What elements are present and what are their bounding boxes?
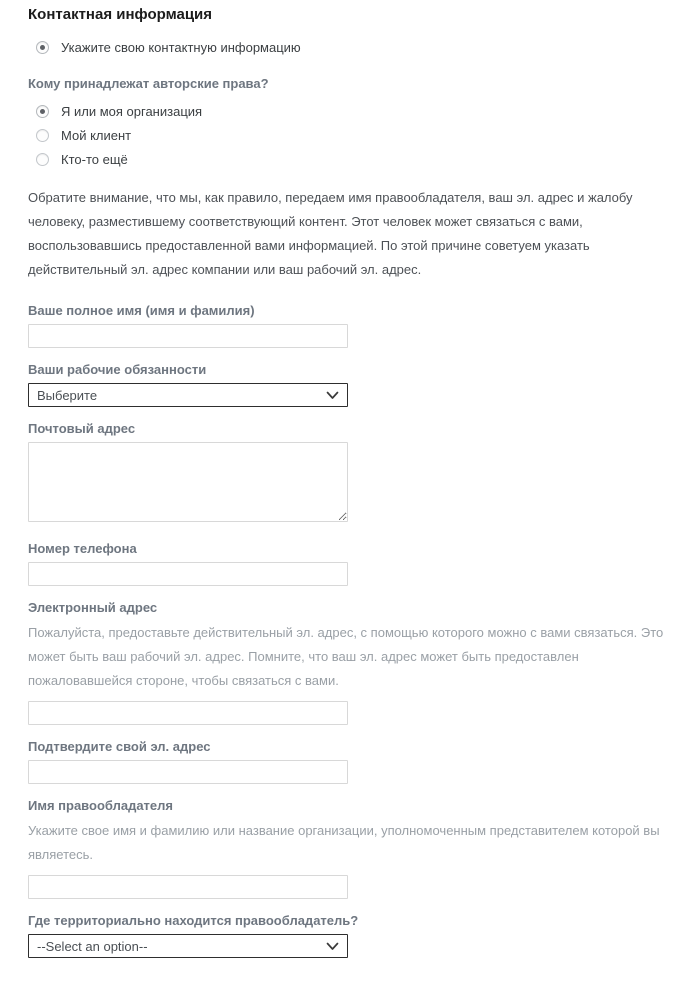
rights-holder-help-text: Укажите свое имя и фамилию или название организации, уполномоченным представителем которой вы являетесь. bbox=[28, 823, 660, 862]
email-label: Электронный адрес bbox=[28, 600, 158, 615]
rights-holder-label: Имя правообладателя bbox=[28, 798, 173, 813]
job-role-select[interactable] bbox=[28, 383, 348, 407]
rights-holder-group bbox=[28, 798, 680, 899]
rights-holder-input[interactable] bbox=[28, 875, 348, 899]
job-role-selected-value: Выберите bbox=[37, 387, 98, 403]
email-group bbox=[28, 600, 680, 725]
email-help-text: Пожалуйста, предоставьте действительный эл. адрес, с помощью которого можно с вами связаться. Это может быть ваш рабочий эл. адрес. Помните, что ваш эл. адрес может быть предоставлен пожаловавшейся стороне, чтобы связаться с вами. bbox=[28, 625, 664, 688]
copyright-owner-option-someone-else-label: Кто-то ещё bbox=[61, 152, 128, 167]
email-input[interactable] bbox=[28, 701, 348, 725]
radio-button-icon[interactable] bbox=[36, 153, 49, 166]
postal-address-group bbox=[28, 421, 680, 527]
job-role-group bbox=[28, 362, 680, 407]
phone-group bbox=[28, 541, 680, 586]
contact-info-radio-label: Укажите свою контактную информацию bbox=[61, 40, 301, 55]
copyright-owner-option-client-label: Мой клиент bbox=[61, 128, 132, 143]
copyright-owner-question: Кому принадлежат авторские права? bbox=[28, 76, 269, 91]
postal-address-label: Почтовый адрес bbox=[28, 421, 136, 436]
email-confirm-label: Подтвердите свой эл. адрес bbox=[28, 739, 211, 754]
copyright-owner-option-me-label: Я или моя организация bbox=[61, 104, 203, 119]
full-name-group bbox=[28, 303, 680, 348]
copyright-owner-option-client[interactable] bbox=[28, 128, 680, 143]
page-title: Контактная информация bbox=[28, 6, 213, 23]
phone-input[interactable] bbox=[28, 562, 348, 586]
chevron-down-icon bbox=[326, 391, 339, 400]
job-role-label: Ваши рабочие обязанности bbox=[28, 362, 207, 377]
email-confirm-input[interactable] bbox=[28, 760, 348, 784]
radio-button-icon[interactable] bbox=[36, 105, 49, 118]
location-group bbox=[28, 913, 680, 958]
chevron-down-icon bbox=[326, 942, 339, 951]
contact-info-radio-row[interactable] bbox=[28, 40, 680, 55]
location-label: Где территориально находится правообладатель? bbox=[28, 913, 359, 928]
radio-button-icon[interactable] bbox=[36, 41, 49, 54]
phone-label: Номер телефона bbox=[28, 541, 137, 556]
location-select[interactable] bbox=[28, 934, 348, 958]
radio-button-icon[interactable] bbox=[36, 129, 49, 142]
copyright-owner-option-someone-else[interactable] bbox=[28, 152, 680, 167]
postal-address-textarea[interactable] bbox=[28, 442, 348, 522]
disclosure-notice: Обратите внимание, что мы, как правило, передаем имя правообладателя, ваш эл. адрес и жалобу человеку, разместившему соответствующий контент. Этот человек может связаться с вами, воспользовавшись предоставленной вами информацией. По этой причине советуем указать действительный эл. адрес компании или ваш рабочий эл. адрес. bbox=[28, 190, 633, 277]
location-selected-value: --Select an option-- bbox=[37, 938, 148, 954]
copyright-owner-option-me[interactable] bbox=[28, 104, 680, 119]
email-confirm-group bbox=[28, 739, 680, 784]
full-name-label: Ваше полное имя (имя и фамилия) bbox=[28, 303, 255, 318]
full-name-input[interactable] bbox=[28, 324, 348, 348]
